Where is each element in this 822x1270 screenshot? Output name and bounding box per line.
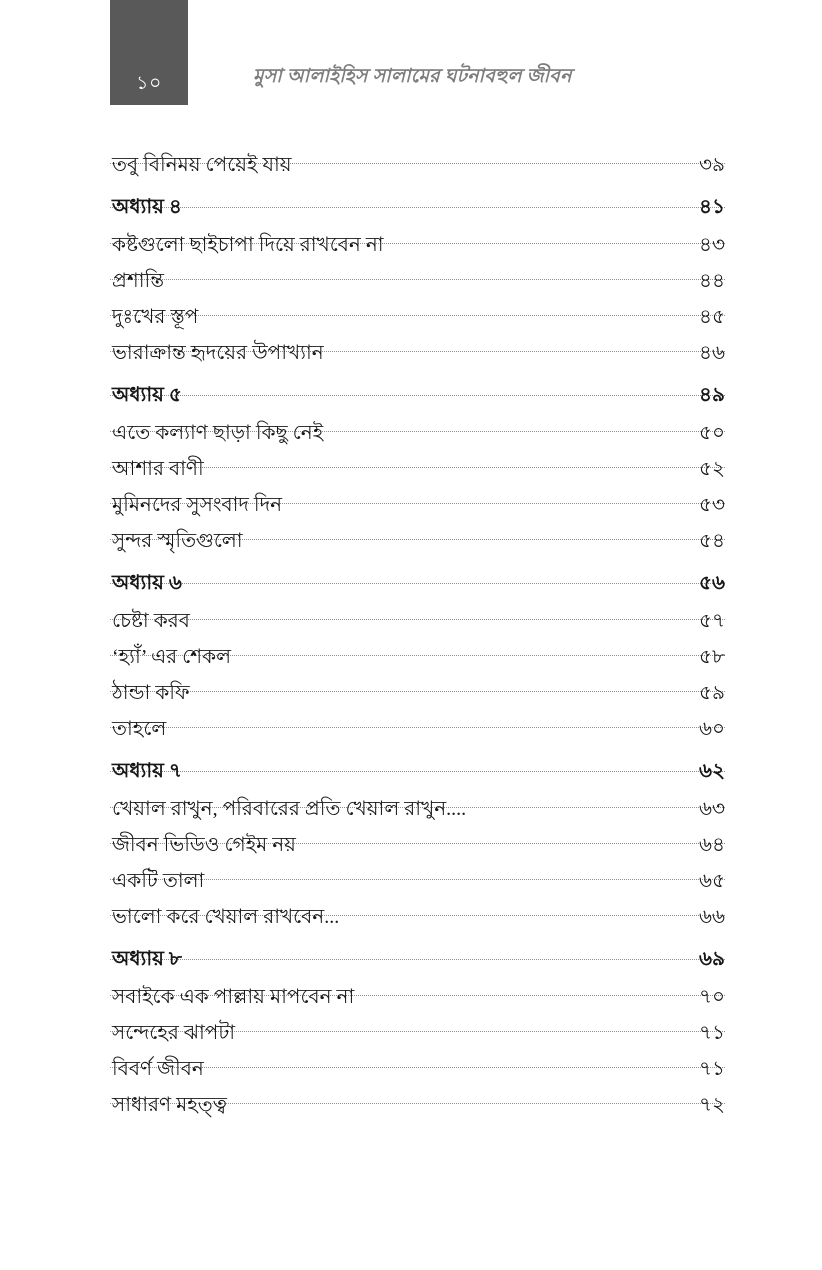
toc-entry-title: অধ্যায় ৪ bbox=[112, 196, 182, 218]
toc-entry-title: একটি তালা bbox=[112, 870, 205, 892]
toc-entry-row[interactable] bbox=[110, 504, 725, 552]
toc-entry-page-number: ৬৩ bbox=[698, 798, 725, 820]
toc-entry-title: অধ্যায় ৮ bbox=[112, 948, 182, 970]
toc-entry-page-number: ৫৪ bbox=[699, 530, 725, 552]
toc-entry-page-number: ৬৯ bbox=[699, 948, 725, 970]
toc-entry-title: অধ্যায় ৬ bbox=[112, 572, 182, 594]
toc-entry-title: সুন্দর স্মৃতিগুলো bbox=[112, 530, 243, 552]
toc-entry-title: মুমিনদের সুসংবাদ দিন bbox=[112, 494, 283, 516]
toc-chapter-row[interactable] bbox=[110, 164, 725, 218]
toc-chapter-row[interactable] bbox=[110, 540, 725, 594]
toc-entry-row[interactable] bbox=[110, 244, 725, 292]
folio-block bbox=[110, 0, 188, 105]
toc-entry-row[interactable] bbox=[110, 468, 725, 516]
toc-entry-title: কষ্টগুলো ছাইচাপা দিয়ে রাখবেন না bbox=[112, 234, 384, 256]
toc-entry-page-number: ৬৬ bbox=[698, 906, 725, 928]
toc-entry-page-number: ৭০ bbox=[698, 986, 725, 1008]
toc-entry-page-number: ৪১ bbox=[699, 196, 725, 218]
toc-entry-page-number: ৬২ bbox=[698, 760, 725, 782]
toc-entry-row[interactable] bbox=[110, 844, 725, 892]
toc-entry-title: ঠান্ডা কফি bbox=[112, 682, 190, 704]
toc-entry-page-number: ৬৫ bbox=[699, 870, 725, 892]
toc-entry-title: প্রশান্তি bbox=[112, 270, 165, 292]
toc-entry-row[interactable] bbox=[110, 808, 725, 856]
toc-entry-row[interactable] bbox=[110, 432, 725, 480]
toc-entry-page-number: ৫০ bbox=[699, 422, 725, 444]
toc-entry-title: খেয়াল রাখুন, পরিবারের প্রতি খেয়াল রাখুন.... bbox=[112, 798, 467, 820]
toc-entry-row[interactable] bbox=[110, 656, 725, 704]
toc-chapter-row[interactable] bbox=[110, 916, 725, 970]
toc-entry-title: তবু বিনিময় পেয়েই যায় bbox=[112, 154, 292, 176]
toc-entry-title: অধ্যায় ৭ bbox=[112, 760, 182, 782]
toc-entry-row[interactable] bbox=[110, 316, 725, 364]
toc-entry-title: জীবন ভিডিও গেইম নয় bbox=[112, 834, 296, 856]
toc-chapter-row[interactable] bbox=[110, 728, 725, 782]
running-header bbox=[0, 0, 822, 108]
toc-entry-page-number: ৩৯ bbox=[699, 154, 725, 176]
toc-entry-page-number: ৭১ bbox=[699, 1022, 725, 1044]
toc-entry-page-number: ৪৪ bbox=[699, 270, 725, 292]
toc-entry-title: সন্দেহের ঝাপটা bbox=[112, 1022, 236, 1044]
toc-entry-row[interactable] bbox=[110, 396, 725, 444]
toc-entry-page-number: ৪৯ bbox=[699, 384, 725, 406]
toc-entry-page-number: ৫২ bbox=[699, 458, 725, 480]
table-of-contents bbox=[110, 128, 725, 1116]
toc-entry-page-number: ৫৭ bbox=[699, 610, 725, 632]
toc-entry-title: ‘হ্যাঁ’ এর শেকল bbox=[112, 646, 232, 668]
toc-entry-row[interactable] bbox=[110, 280, 725, 328]
toc-entry-row[interactable] bbox=[110, 208, 725, 256]
toc-entry-title: ভারাক্রান্ত হৃদয়ের উপাখ্যান bbox=[112, 342, 324, 364]
toc-entry-page-number: ৫৯ bbox=[699, 682, 725, 704]
toc-entry-row[interactable] bbox=[110, 772, 725, 820]
toc-entry-page-number: ৫৮ bbox=[699, 646, 725, 668]
toc-entry-row[interactable] bbox=[110, 584, 725, 632]
toc-entry-title: চেষ্টা করব bbox=[112, 610, 190, 632]
toc-entry-title: বিবর্ণ জীবন bbox=[112, 1058, 204, 1080]
toc-entry-row[interactable] bbox=[110, 996, 725, 1044]
toc-entry-row[interactable] bbox=[110, 128, 725, 176]
toc-entry-title: তাহলে bbox=[112, 718, 167, 740]
toc-chapter-row[interactable] bbox=[110, 352, 725, 406]
page-folio-number: ১০ bbox=[136, 73, 162, 94]
toc-entry-page-number: ৬৪ bbox=[699, 834, 725, 856]
toc-entry-title: সাধারণ মহত্ত্ব bbox=[112, 1094, 227, 1116]
toc-entry-page-number: ৪৩ bbox=[699, 234, 725, 256]
toc-entry-title: দুঃখের স্তূপ bbox=[112, 306, 199, 328]
toc-entry-title: আশার বাণী bbox=[112, 458, 204, 480]
toc-entry-page-number: ৪৫ bbox=[699, 306, 725, 328]
toc-entry-page-number: ৭২ bbox=[698, 1094, 725, 1116]
book-running-title: মুসা আলাইহিস সালামের ঘটনাবহুল জীবন bbox=[253, 66, 572, 87]
toc-entry-title: এতে কল্যাণ ছাড়া কিছু নেই bbox=[112, 422, 324, 444]
toc-entry-page-number: ৫৩ bbox=[699, 494, 725, 516]
toc-entry-row[interactable] bbox=[110, 960, 725, 1008]
toc-entry-row[interactable] bbox=[110, 1068, 725, 1116]
toc-entry-row[interactable] bbox=[110, 880, 725, 928]
toc-entry-title: সবাইকে এক পাল্লায় মাপবেন না bbox=[112, 986, 355, 1008]
toc-entry-page-number: ৬০ bbox=[698, 718, 725, 740]
toc-entry-page-number: ৪৬ bbox=[699, 342, 725, 364]
toc-entry-row[interactable] bbox=[110, 620, 725, 668]
toc-entry-page-number: ৫৬ bbox=[699, 572, 725, 594]
toc-entry-title: অধ্যায় ৫ bbox=[112, 384, 182, 406]
toc-entry-row[interactable] bbox=[110, 1032, 725, 1080]
toc-entry-row[interactable] bbox=[110, 692, 725, 740]
toc-entry-page-number: ৭১ bbox=[699, 1058, 725, 1080]
toc-entry-title: ভালো করে খেয়াল রাখবেন... bbox=[112, 906, 340, 928]
